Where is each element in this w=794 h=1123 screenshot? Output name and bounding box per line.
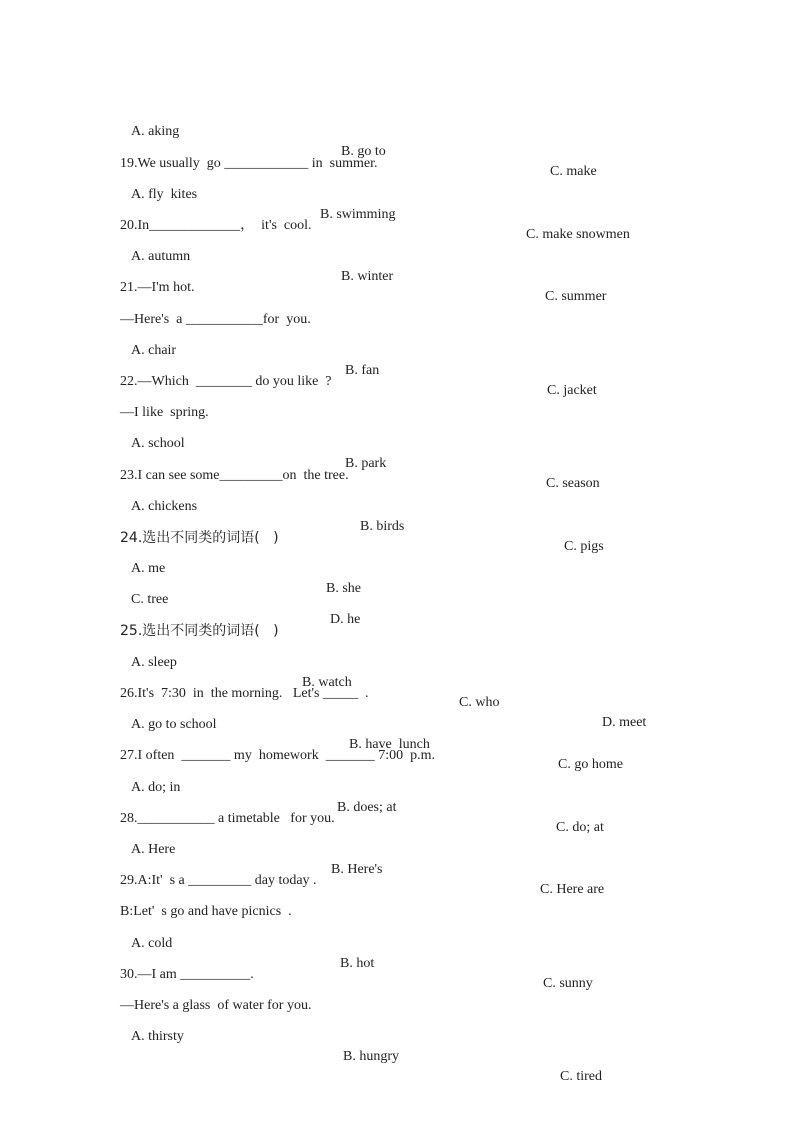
- q21-stem: [0, 258, 794, 295]
- question-text: —Here's a ___________for you.: [120, 312, 311, 327]
- q24-options-row2: [0, 570, 794, 627]
- q29-stem-2: [0, 882, 794, 919]
- q30-stem: [0, 945, 794, 982]
- question-text: 23.I can see some_________on the tree.: [120, 468, 349, 483]
- question-text: 20.In_____________， it's cool.: [120, 218, 312, 233]
- question-text: 19.We usually go ____________ in summer.: [120, 156, 378, 171]
- question-text: 22.—Which ________ do you like ?: [120, 374, 332, 389]
- option: B. Here's: [331, 862, 383, 877]
- q29-stem: [0, 851, 794, 888]
- option: C. summer: [545, 289, 607, 304]
- option: B. go to: [341, 144, 386, 159]
- q27-stem: [0, 726, 794, 763]
- option: D. meet: [602, 715, 647, 730]
- q19-stem: [0, 134, 794, 171]
- q28-stem: [0, 789, 794, 826]
- option: C. do; at: [556, 820, 604, 835]
- question-text: —Here's a glass of water for you.: [120, 998, 312, 1013]
- option: C. pigs: [564, 539, 604, 554]
- option: A. thirsty: [131, 1029, 184, 1044]
- option: C. tired: [560, 1069, 602, 1084]
- option: A. go to school: [131, 717, 217, 732]
- question-text: 29.A:It' s a _________ day today .: [120, 873, 317, 888]
- q21-stem-2: [0, 290, 794, 327]
- option: A. Here: [131, 842, 176, 857]
- option: C. make snowmen: [526, 227, 630, 242]
- option: D. he: [330, 612, 361, 627]
- question-text: 27.I often _______ my homework _______ 7:00 p.m.: [120, 748, 435, 763]
- option: A. cold: [131, 936, 173, 951]
- option: B. hungry: [343, 1049, 399, 1064]
- q23-stem: [0, 446, 794, 483]
- question-text: 30.—I am __________.: [120, 967, 254, 982]
- option: A. chair: [131, 343, 177, 358]
- question-text: 28.___________ a timetable for you.: [120, 811, 335, 826]
- question-text: 25.选出不同类的词语( ): [120, 623, 279, 639]
- option: C. Here are: [540, 882, 605, 897]
- option: C. season: [546, 476, 600, 491]
- option: A. do; in: [131, 780, 181, 795]
- question-text: 24.选出不同类的词语( ): [120, 530, 279, 546]
- option: A. sleep: [131, 655, 177, 670]
- option: C. tree: [131, 592, 169, 607]
- option: C. jacket: [547, 383, 597, 398]
- option: A. autumn: [131, 249, 191, 264]
- question-text: 26.It's 7:30 in the morning. Let's _____ .: [120, 686, 369, 701]
- q22-stem: [0, 352, 794, 389]
- q30-options: [0, 1007, 794, 1084]
- option: B. does; at: [337, 800, 397, 815]
- q24-stem: [0, 508, 794, 546]
- option: C. who: [459, 695, 500, 710]
- option: B. watch: [302, 675, 352, 690]
- q20-stem: [0, 196, 794, 233]
- option: B. winter: [341, 269, 394, 284]
- option: C. sunny: [543, 976, 593, 991]
- option: C. make: [550, 164, 597, 179]
- question-text: B:Let' s go and have picnics .: [120, 904, 292, 919]
- question-text: —I like spring.: [120, 405, 209, 420]
- option: B. park: [345, 456, 387, 471]
- q25-stem: [0, 601, 794, 639]
- option: B. hot: [340, 956, 375, 971]
- option: B. have lunch: [349, 737, 430, 752]
- option: B. swimming: [320, 207, 396, 222]
- q30-stem-2: [0, 976, 794, 1013]
- option: B. fan: [345, 363, 380, 378]
- option: A. school: [131, 436, 185, 451]
- q22-stem-2: [0, 383, 794, 420]
- option: A. aking: [131, 124, 180, 139]
- option: B. birds: [360, 519, 405, 534]
- option: A. me: [131, 561, 166, 576]
- option: A. chickens: [131, 499, 198, 514]
- option: B. she: [326, 581, 361, 596]
- q24-options-row1: [0, 539, 794, 596]
- question-text: 21.—I'm hot.: [120, 280, 195, 295]
- q26-stem: [0, 664, 794, 701]
- option: A. fly kites: [131, 187, 198, 202]
- option: C. go home: [558, 757, 623, 772]
